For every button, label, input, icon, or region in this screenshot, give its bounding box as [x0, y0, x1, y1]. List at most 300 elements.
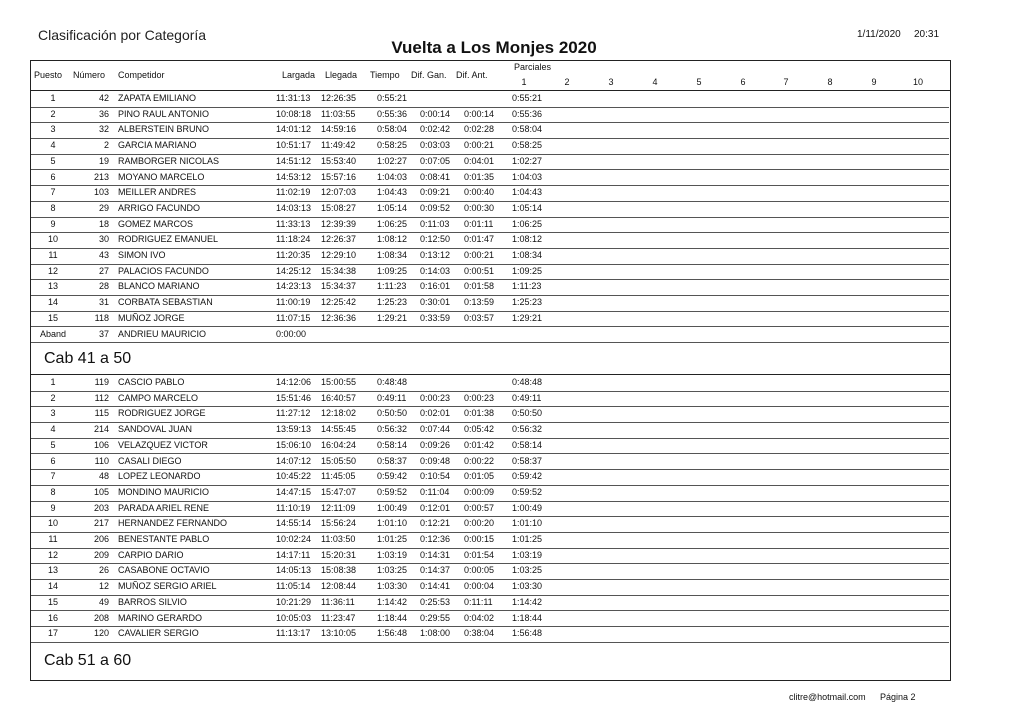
cell-dif-ant: 0:01:54: [464, 549, 495, 560]
cell-competidor: MOYANO MARCELO: [118, 171, 205, 182]
cell-llegada: 15:34:37: [321, 281, 357, 292]
cell-dif-gan: 0:12:01: [420, 502, 451, 513]
cell-dif-ant: 0:01:38: [464, 408, 495, 419]
cell-largada: 14:03:13: [276, 202, 312, 213]
cell-dif-gan: 0:14:31: [420, 549, 451, 560]
cell-dif-gan: 0:00:23: [420, 392, 451, 403]
cell-numero: 2: [103, 140, 109, 151]
cell-parcial-1: 1:08:12: [512, 234, 543, 245]
cell-puesto: 16: [47, 612, 58, 623]
table-row: [31, 107, 949, 124]
cell-tiempo: 1:56:48: [377, 628, 408, 639]
cell-parcial-1: 1:03:25: [512, 565, 543, 576]
cell-competidor: ANDRIEU MAURICIO: [118, 328, 207, 339]
cell-puesto: 9: [50, 502, 56, 513]
cell-tiempo: 1:03:19: [377, 549, 408, 560]
cell-numero: 217: [93, 518, 109, 529]
report-title: Vuelta a Los Monjes 2020: [391, 38, 597, 57]
cell-competidor: MUÑOZ JORGE: [118, 312, 185, 323]
cell-competidor: MEILLER ANDRES: [118, 187, 197, 198]
cell-numero: 112: [94, 392, 109, 403]
cell-dif-gan: 0:14:03: [420, 265, 451, 276]
cell-competidor: CASCIO PABLO: [118, 377, 185, 387]
cell-llegada: 12:29:10: [321, 250, 357, 260]
table-row: [31, 469, 949, 486]
cell-puesto: 10: [47, 234, 58, 245]
cell-tiempo: 1:08:12: [377, 234, 408, 245]
cell-llegada: 14:59:16: [321, 124, 357, 135]
parcial-number: 3: [608, 77, 614, 87]
cell-dif-ant: 0:00:14: [464, 108, 495, 119]
cell-puesto: 9: [50, 218, 56, 229]
cell-tiempo: 1:25:23: [377, 297, 408, 308]
table-row: [31, 217, 949, 234]
cell-llegada: 16:40:57: [321, 392, 357, 403]
cell-dif-gan: 0:12:21: [420, 518, 451, 529]
cell-largada: 0:00:00: [276, 328, 307, 339]
table-row: [31, 327, 949, 344]
cell-dif-ant: 0:01:05: [464, 471, 495, 482]
cell-parcial-1: 1:04:43: [512, 187, 543, 198]
cell-llegada: 12:08:44: [321, 581, 357, 592]
cell-largada: 14:07:12: [276, 455, 312, 466]
col-header-dif-gan: Dif. Gan.: [411, 70, 447, 80]
cell-parcial-1: 1:04:03: [512, 171, 543, 182]
cell-dif-ant: 0:00:09: [464, 486, 495, 497]
cell-parcial-1: 0:49:11: [512, 392, 542, 403]
cell-llegada: 15:53:40: [321, 155, 357, 166]
parcial-number: 6: [740, 77, 746, 87]
table-row: [31, 579, 949, 596]
cell-competidor: CASALI DIEGO: [118, 455, 182, 466]
cell-dif-gan: 0:09:52: [420, 202, 451, 213]
cell-tiempo: 0:59:52: [377, 486, 408, 497]
cell-tiempo: 1:09:25: [377, 265, 408, 276]
cell-numero: 30: [98, 234, 109, 245]
cell-competidor: SIMON IVO: [118, 250, 166, 260]
cell-competidor: CAMPO MARCELO: [118, 392, 199, 403]
cell-numero: 214: [93, 424, 109, 435]
cell-dif-ant: 0:03:57: [464, 312, 495, 323]
cell-parcial-1: 1:03:19: [512, 549, 543, 560]
cell-puesto: 6: [50, 455, 56, 466]
cell-llegada: 14:55:45: [321, 424, 357, 435]
cell-parcial-1: 0:50:50: [512, 408, 543, 419]
cell-dif-ant: 0:00:15: [464, 534, 495, 544]
parcial-number: 2: [564, 77, 570, 87]
cell-dif-ant: 0:00:05: [464, 565, 495, 576]
cell-largada: 15:06:10: [276, 439, 312, 450]
cell-parcial-1: 1:11:23: [512, 281, 542, 292]
cell-llegada: 15:57:16: [321, 171, 357, 182]
cell-llegada: 15:56:24: [321, 518, 357, 529]
report-type-label: Clasificación por Categoría: [38, 27, 207, 43]
cell-largada: 11:13:17: [276, 628, 311, 639]
cell-largada: 14:53:12: [276, 171, 312, 182]
table-row: [31, 375, 949, 392]
cell-parcial-1: 1:56:48: [512, 628, 543, 639]
cell-dif-ant: 0:04:02: [464, 612, 495, 623]
cell-puesto: 11: [48, 534, 58, 544]
table-row: [31, 122, 949, 139]
cell-parcial-1: 1:03:30: [512, 581, 543, 592]
cell-numero: 110: [94, 455, 109, 466]
cell-numero: 26: [98, 565, 109, 576]
cell-llegada: 12:18:02: [321, 408, 357, 419]
cell-numero: 119: [94, 377, 109, 387]
parcial-number: 9: [871, 77, 877, 87]
cell-tiempo: 1:06:25: [377, 218, 408, 229]
cell-llegada: 15:47:07: [321, 486, 357, 497]
table-row: [31, 391, 949, 408]
cell-llegada: 15:00:55: [321, 377, 357, 387]
table-row: [31, 311, 949, 328]
col-header-llegada: Llegada: [325, 70, 358, 80]
cell-competidor: CASABONE OCTAVIO: [118, 565, 210, 576]
cell-dif-gan: 0:11:04: [420, 486, 450, 497]
cell-llegada: 11:49:42: [321, 140, 356, 151]
cell-competidor: CAVALIER SERGIO: [118, 628, 199, 639]
footer-page-number: Página 2: [880, 692, 916, 702]
cell-tiempo: 1:04:43: [377, 187, 408, 198]
cell-dif-gan: 0:14:37: [420, 565, 451, 576]
parcial-number: 10: [912, 77, 923, 87]
cell-dif-ant: 0:01:11: [464, 218, 494, 229]
col-header-puesto: Puesto: [34, 70, 63, 80]
cell-largada: 10:08:18: [276, 108, 312, 119]
cell-llegada: 11:36:11: [321, 596, 355, 607]
cell-dif-gan: 0:08:41: [420, 171, 451, 182]
cell-largada: 11:27:12: [276, 408, 311, 419]
cell-parcial-1: 0:59:52: [512, 486, 543, 497]
table-row: [31, 264, 949, 281]
cell-tiempo: 0:55:21: [377, 93, 408, 103]
cell-dif-ant: 0:01:42: [464, 439, 495, 450]
cell-llegada: 12:36:36: [321, 312, 357, 323]
cell-puesto: 14: [47, 581, 58, 592]
table-row: [31, 170, 949, 187]
cell-competidor: PINO RAUL ANTONIO: [118, 108, 210, 119]
cell-largada: 11:02:19: [276, 187, 311, 198]
col-header-tiempo: Tiempo: [370, 70, 400, 80]
footer-email: clitre@hotmail.com: [789, 692, 866, 702]
cell-competidor: ALBERSTEIN BRUNO: [118, 124, 210, 135]
table-row: [31, 548, 949, 565]
cell-llegada: 15:05:50: [321, 455, 357, 466]
cell-dif-gan: 0:33:59: [420, 312, 451, 323]
cell-competidor: LOPEZ LEONARDO: [118, 471, 201, 482]
cell-tiempo: 1:03:25: [377, 565, 408, 576]
cell-tiempo: 0:48:48: [377, 377, 408, 387]
cell-tiempo: 0:58:37: [377, 455, 408, 466]
cell-numero: 106: [93, 439, 109, 450]
cell-dif-gan: 0:14:41: [420, 581, 451, 592]
cell-largada: 10:45:22: [276, 471, 312, 482]
cell-puesto: 13: [47, 565, 58, 576]
cell-tiempo: 1:01:10: [377, 518, 408, 529]
cell-largada: 13:59:13: [276, 424, 312, 435]
cell-competidor: RODRIGUEZ EMANUEL: [118, 234, 219, 245]
cell-puesto: 4: [50, 140, 56, 151]
cell-competidor: SANDOVAL JUAN: [118, 424, 193, 435]
cell-tiempo: 0:58:04: [377, 124, 408, 135]
cell-dif-gan: 0:09:21: [420, 187, 451, 198]
cell-puesto: 13: [47, 281, 58, 292]
cell-parcial-1: 1:01:10: [512, 518, 543, 529]
table-row: [31, 279, 949, 296]
cell-puesto: 15: [47, 312, 58, 323]
cell-llegada: 12:26:35: [321, 93, 357, 103]
cell-numero: 43: [98, 250, 109, 260]
cell-parcial-1: 1:09:25: [512, 265, 543, 276]
cell-puesto: Aband: [39, 328, 67, 339]
cell-dif-gan: 0:29:55: [420, 612, 451, 623]
table-row: [31, 295, 949, 312]
cell-competidor: RODRIGUEZ JORGE: [118, 408, 206, 419]
cell-llegada: 15:34:38: [321, 265, 357, 276]
cell-puesto: 3: [50, 124, 56, 135]
cell-dif-gan: 0:12:50: [420, 234, 451, 245]
cell-parcial-1: 0:48:48: [512, 377, 543, 387]
cell-tiempo: 1:05:14: [377, 202, 408, 213]
cell-largada: 14:47:15: [276, 486, 312, 497]
table-row: [31, 501, 949, 518]
cell-llegada: 12:39:39: [321, 218, 357, 229]
cell-dif-ant: 0:04:01: [464, 155, 495, 166]
cell-puesto: 12: [47, 265, 58, 276]
cell-dif-ant: 0:38:04: [464, 628, 495, 639]
cell-llegada: 15:08:27: [321, 202, 357, 213]
cell-llegada: 12:25:42: [321, 297, 357, 308]
cell-tiempo: 1:02:27: [377, 155, 408, 166]
cell-competidor: CORBATA SEBASTIAN: [118, 297, 213, 308]
table-row: [31, 454, 949, 471]
cell-puesto: 1: [50, 93, 56, 103]
cell-numero: 120: [93, 628, 109, 639]
cell-numero: 19: [98, 155, 109, 166]
cell-numero: 36: [98, 108, 109, 119]
cell-largada: 11:33:13: [276, 218, 311, 229]
cell-largada: 10:21:29: [276, 596, 312, 607]
cell-tiempo: 1:14:42: [377, 596, 408, 607]
cell-competidor: CARPIO DARIO: [118, 549, 184, 560]
cell-largada: 11:07:15: [276, 312, 311, 323]
cell-puesto: 11: [48, 250, 58, 260]
cell-llegada: 16:04:24: [321, 439, 357, 450]
cell-largada: 15:51:46: [276, 392, 312, 403]
parcial-number: 7: [783, 77, 789, 87]
cell-tiempo: 1:03:30: [377, 581, 408, 592]
cell-parcial-1: 1:08:34: [512, 250, 543, 260]
cell-parcial-1: 1:18:44: [512, 612, 543, 623]
cell-competidor: ARRIGO FACUNDO: [118, 202, 201, 213]
cell-largada: 14:51:12: [276, 155, 312, 166]
cell-dif-ant: 0:00:57: [464, 502, 495, 513]
cell-puesto: 8: [50, 202, 56, 213]
parcial-number: 4: [652, 77, 658, 87]
cell-dif-gan: 0:09:26: [420, 439, 451, 450]
cell-puesto: 4: [50, 424, 56, 435]
cell-dif-ant: 0:00:30: [464, 202, 495, 213]
report-time: 20:31: [914, 29, 940, 40]
cell-tiempo: 1:00:49: [377, 502, 408, 513]
cell-dif-gan: 0:09:48: [420, 455, 451, 466]
cell-dif-ant: 0:13:59: [464, 297, 495, 308]
cell-puesto: 14: [47, 297, 58, 308]
cell-dif-gan: 0:00:14: [420, 108, 451, 119]
table-row: [31, 422, 949, 439]
cell-dif-ant: 0:01:35: [464, 171, 495, 182]
cell-llegada: 15:20:31: [321, 549, 357, 560]
cell-dif-ant: 0:00:22: [464, 455, 495, 466]
table-row: [31, 232, 949, 249]
cell-largada: 14:17:11: [276, 549, 311, 560]
table-row: [31, 91, 949, 108]
cell-puesto: 1: [50, 377, 56, 387]
cell-largada: 14:25:12: [276, 265, 312, 276]
cell-puesto: 12: [47, 549, 58, 560]
cell-tiempo: 0:49:11: [377, 392, 407, 403]
cell-parcial-1: 1:01:25: [512, 534, 543, 544]
cell-competidor: VELAZQUEZ VICTOR: [118, 439, 208, 450]
cell-dif-gan: 0:25:53: [420, 596, 451, 607]
cell-dif-gan: 0:10:54: [420, 471, 451, 482]
cell-dif-gan: 0:02:42: [420, 124, 451, 135]
table-row: [31, 485, 949, 502]
table-row: [31, 626, 949, 643]
cell-llegada: 11:03:50: [321, 534, 356, 544]
cell-tiempo: 0:58:25: [377, 140, 408, 151]
cell-dif-ant: 0:05:42: [464, 424, 495, 435]
cell-largada: 10:51:17: [276, 140, 312, 151]
cell-dif-ant: 0:00:20: [464, 518, 495, 529]
cell-dif-gan: 0:02:01: [420, 408, 451, 419]
cell-dif-gan: 0:07:44: [420, 424, 451, 435]
cell-competidor: HERNANDEZ FERNANDO: [118, 518, 228, 529]
cell-dif-gan: 0:07:05: [420, 155, 451, 166]
cell-parcial-1: 0:58:14: [512, 439, 543, 450]
col-header-numero: Número: [73, 70, 106, 80]
cell-puesto: 7: [50, 187, 56, 198]
cell-largada: 11:00:19: [276, 297, 311, 308]
cell-dif-gan: 0:03:03: [420, 140, 451, 151]
cell-largada: 14:23:13: [276, 281, 312, 292]
section-title-cab-41-50: Cab 41 a 50: [44, 350, 132, 367]
cell-numero: 12: [98, 581, 109, 592]
cell-puesto: 2: [50, 108, 56, 119]
cell-llegada: 12:07:03: [321, 187, 357, 198]
table-row: [31, 438, 949, 455]
cell-competidor: GARCIA MARIANO: [118, 140, 197, 151]
cell-tiempo: 1:08:34: [377, 250, 408, 260]
cell-dif-ant: 0:01:47: [464, 234, 495, 245]
cell-dif-ant: 0:11:11: [464, 596, 493, 607]
cell-competidor: BENESTANTE PABLO: [118, 534, 210, 544]
cell-largada: 14:12:06: [276, 377, 312, 387]
cell-dif-ant: 0:00:04: [464, 581, 495, 592]
table-row: [31, 138, 949, 155]
table-row: [31, 406, 949, 423]
cell-tiempo: 1:04:03: [377, 171, 408, 182]
cell-parcial-1: 1:06:25: [512, 218, 543, 229]
cell-competidor: ZAPATA EMILIANO: [118, 93, 197, 103]
cell-largada: 10:02:24: [276, 534, 312, 544]
cell-puesto: 7: [50, 471, 56, 482]
cell-numero: 105: [93, 486, 109, 497]
cell-numero: 208: [93, 612, 109, 623]
cell-numero: 28: [98, 281, 109, 292]
cell-puesto: 17: [47, 628, 58, 639]
cell-dif-gan: 0:11:03: [420, 218, 450, 229]
cell-tiempo: 0:56:32: [377, 424, 408, 435]
cell-competidor: MUÑOZ SERGIO ARIEL: [118, 581, 217, 592]
cell-puesto: 8: [50, 486, 56, 497]
cell-competidor: BLANCO MARIANO: [118, 281, 200, 292]
cell-parcial-1: 1:05:14: [512, 202, 543, 213]
cell-llegada: 11:03:55: [321, 108, 356, 119]
cell-competidor: MARINO GERARDO: [118, 612, 203, 623]
cell-competidor: RAMBORGER NICOLAS: [118, 155, 220, 166]
cell-numero: 49: [98, 596, 109, 607]
cell-largada: 11:31:13: [276, 93, 311, 103]
cell-competidor: PALACIOS FACUNDO: [118, 265, 209, 276]
cell-parcial-1: 0:58:04: [512, 124, 543, 135]
cell-llegada: 11:23:47: [321, 612, 356, 623]
table-row: [31, 185, 949, 202]
cell-dif-gan: 0:16:01: [420, 281, 451, 292]
cell-dif-ant: 0:00:40: [464, 187, 495, 198]
cell-numero: 37: [98, 328, 109, 339]
cell-dif-ant: 0:00:21: [464, 140, 495, 151]
table-row: [31, 154, 949, 171]
parcial-number: 8: [827, 77, 833, 87]
cell-parcial-1: 1:29:21: [512, 312, 543, 323]
table-row: [31, 201, 949, 218]
cell-dif-ant: 0:00:51: [464, 265, 495, 276]
cell-numero: 29: [98, 202, 109, 213]
cell-dif-ant: 0:00:21: [464, 250, 495, 260]
cell-parcial-1: 1:00:49: [512, 502, 543, 513]
cell-parcial-1: 0:58:25: [512, 140, 543, 151]
cell-tiempo: 0:55:36: [377, 108, 408, 119]
section-title-cab-51-60: Cab 51 a 60: [44, 652, 132, 669]
cell-puesto: 5: [50, 439, 56, 450]
table-row: [31, 563, 949, 580]
table-row: [31, 532, 949, 549]
cell-numero: 118: [94, 312, 109, 323]
cell-competidor: MONDINO MAURICIO: [118, 486, 209, 497]
cell-largada: 14:55:14: [276, 518, 312, 529]
cell-tiempo: 0:58:14: [377, 439, 408, 450]
cell-parcial-1: 0:55:21: [512, 93, 543, 103]
cell-competidor: BARROS SILVIO: [118, 596, 187, 607]
cell-dif-gan: 0:13:12: [420, 250, 451, 260]
cell-llegada: 12:26:37: [321, 234, 357, 245]
cell-dif-gan: 0:30:01: [420, 297, 451, 308]
cell-largada: 11:05:14: [276, 581, 311, 592]
cell-parcial-1: 1:25:23: [512, 297, 543, 308]
cell-numero: 213: [93, 171, 109, 182]
table-row: [31, 611, 949, 628]
cell-dif-gan: 0:12:36: [420, 534, 451, 544]
cell-dif-ant: 0:01:58: [464, 281, 495, 292]
cell-numero: 209: [93, 549, 109, 560]
cell-numero: 42: [98, 93, 109, 103]
cell-dif-ant: 0:02:28: [464, 124, 495, 135]
cell-competidor: GOMEZ MARCOS: [118, 218, 194, 229]
col-header-parciales: Parciales: [514, 62, 552, 72]
cell-numero: 18: [98, 218, 109, 229]
